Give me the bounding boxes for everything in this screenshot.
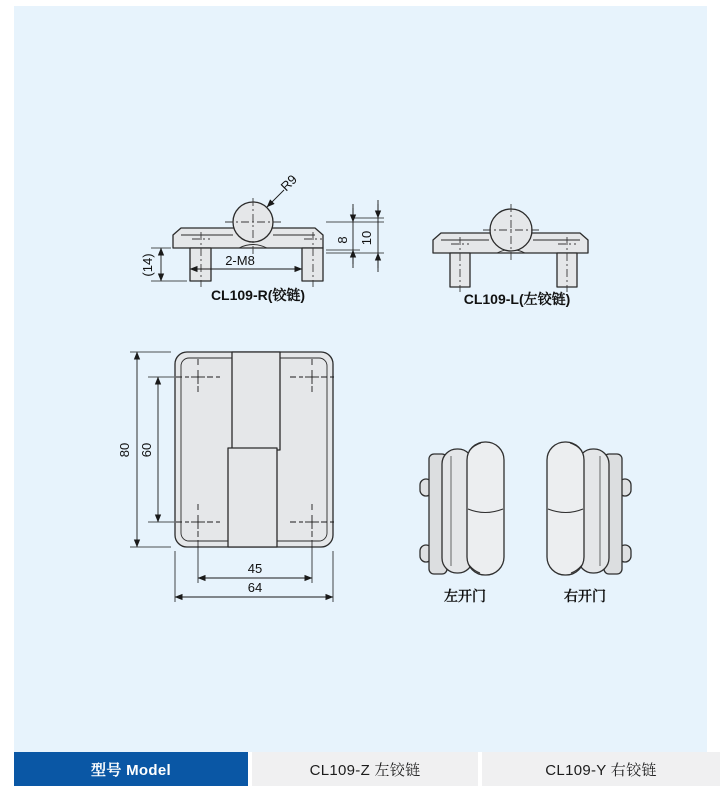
outer-height-dim: 80 [117, 442, 132, 458]
model-cell-right-hinge: CL109-Y 右铰链 [482, 752, 720, 786]
iso-right-caption: 右开门 [564, 588, 606, 604]
hole-spacing-width-dim: 45 [247, 561, 263, 576]
figure-caption-left-hinge: CL109-L(左铰链) [463, 291, 571, 307]
knuckle-column-upper [232, 352, 280, 450]
figure-top-view-left-hinge [433, 204, 588, 307]
stud-right [302, 248, 323, 281]
model-header-cell: 型号 Model [14, 752, 248, 786]
radius-label: R9 [277, 171, 300, 194]
stud-left [190, 248, 211, 281]
hole-spacing-height-dim: 60 [139, 442, 154, 458]
iso-right-door-hinge [547, 442, 631, 575]
stud-length-dim: (14) [140, 253, 155, 277]
figure-front-view [117, 352, 334, 602]
radius-leader [267, 190, 284, 207]
knuckle-column-lower [228, 448, 277, 547]
plate-thickness-dim: 8 [335, 236, 350, 244]
total-thickness-dim: 10 [359, 230, 374, 246]
model-table [0, 752, 720, 786]
figure-iso-views [420, 442, 631, 604]
model-cell-left-hinge: CL109-Z 左铰链 [252, 752, 478, 786]
figure-caption-right-hinge: CL109-R(铰链) [210, 287, 306, 303]
thread-label: 2-M8 [225, 253, 255, 268]
figure-top-view-right-hinge [140, 172, 384, 303]
outer-width-dim: 64 [247, 580, 263, 595]
iso-left-caption: 左开门 [444, 588, 486, 604]
iso-left-door-hinge [420, 442, 504, 575]
